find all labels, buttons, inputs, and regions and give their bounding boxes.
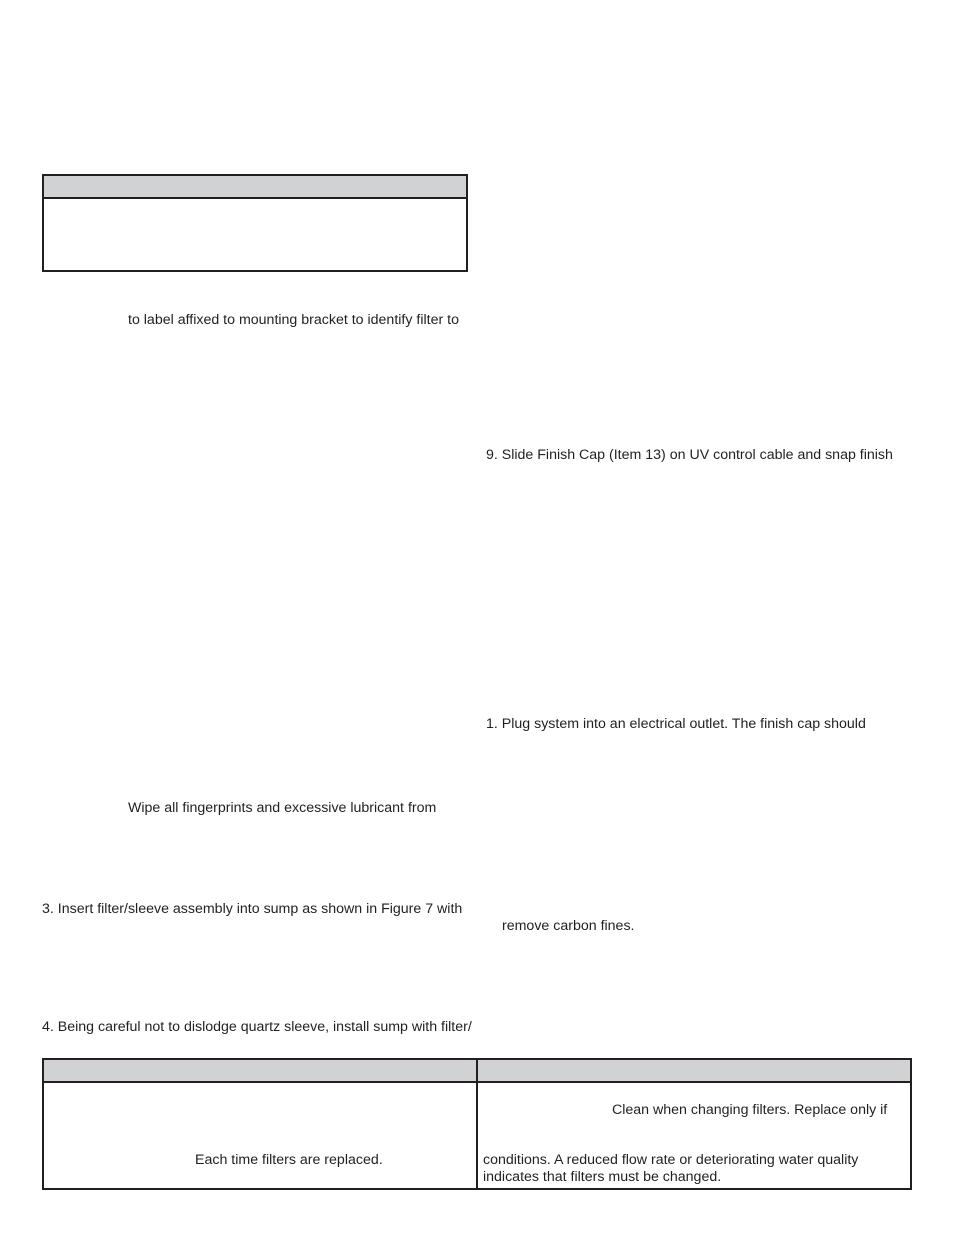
notice-box	[42, 174, 468, 272]
step-9-text: 9. Slide Finish Cap (Item 13) on UV control cable and snap finish	[486, 447, 893, 463]
maintenance-table	[42, 1058, 912, 1190]
step-4-text: 4. Being careful not to dislodge quartz sleeve, install sump with filter/	[42, 1019, 472, 1035]
left-cell-text: Each time filters are replaced.	[195, 1152, 383, 1168]
startup-step-1-text: 1. Plug system into an electrical outlet. The finish cap should	[486, 716, 866, 732]
right-cell-line-2: conditions. A reduced flow rate or deteriorating water quality	[483, 1152, 859, 1168]
right-cell-line-3: indicates that filters must be changed.	[483, 1169, 722, 1185]
step-3-text: 3. Insert filter/sleeve assembly into sump as shown in Figure 7 with	[42, 901, 463, 917]
right-cell-line-1: Clean when changing filters. Replace only if	[612, 1102, 888, 1118]
label-instruction-text: to label affixed to mounting bracket to identify filter to	[128, 312, 459, 328]
maintenance-table-divider	[476, 1060, 478, 1188]
carbon-fines-text: remove carbon fines.	[502, 918, 635, 934]
wipe-instruction-text: Wipe all fingerprints and excessive lubricant from	[128, 800, 437, 816]
notice-box-header	[44, 176, 466, 199]
